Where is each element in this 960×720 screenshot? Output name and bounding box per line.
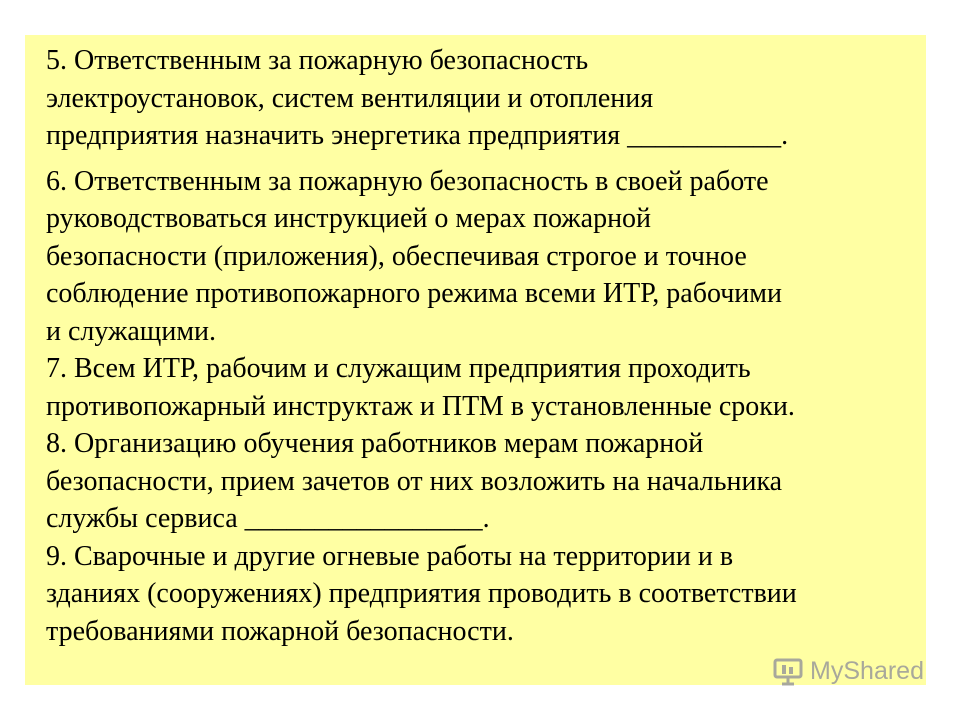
slide-text-block [46, 42, 921, 650]
paragraph-item-8: 8. Организацию обучения работников мерам пожарной безопасности, прием зачетов от них возложить на начальника службы сервиса _________________. [46, 428, 783, 534]
myshared-watermark [772, 656, 924, 686]
paragraph-item-7: 7. Всем ИТР, рабочим и служащим предприятия проходить противопожарный инструктаж и ПТМ в установленные сроки. [46, 353, 795, 422]
paragraph-item-5: 5. Ответственным за пожарную безопасность электроустановок, систем вентиляции и отопления предприятия назначить энергетика предприятия ___________. [46, 45, 789, 151]
paragraph-item-6: 6. Ответственным за пожарную безопасность в своей работе руководствоваться инструкцией о мерах пожарной безопасности (приложения), обеспечивая строгое и точное соблюдение противопожарного режима всеми ИТР, рабочими и служащими. [46, 165, 782, 347]
presentation-board-icon [772, 656, 804, 686]
paragraph-item-9: 9. Сварочные и другие огневые работы на территории и в зданиях (сооружениях) предприятия проводить в соответствии требованиями пожарной безопасности. [46, 540, 797, 647]
watermark-text: MyShared [810, 656, 924, 685]
